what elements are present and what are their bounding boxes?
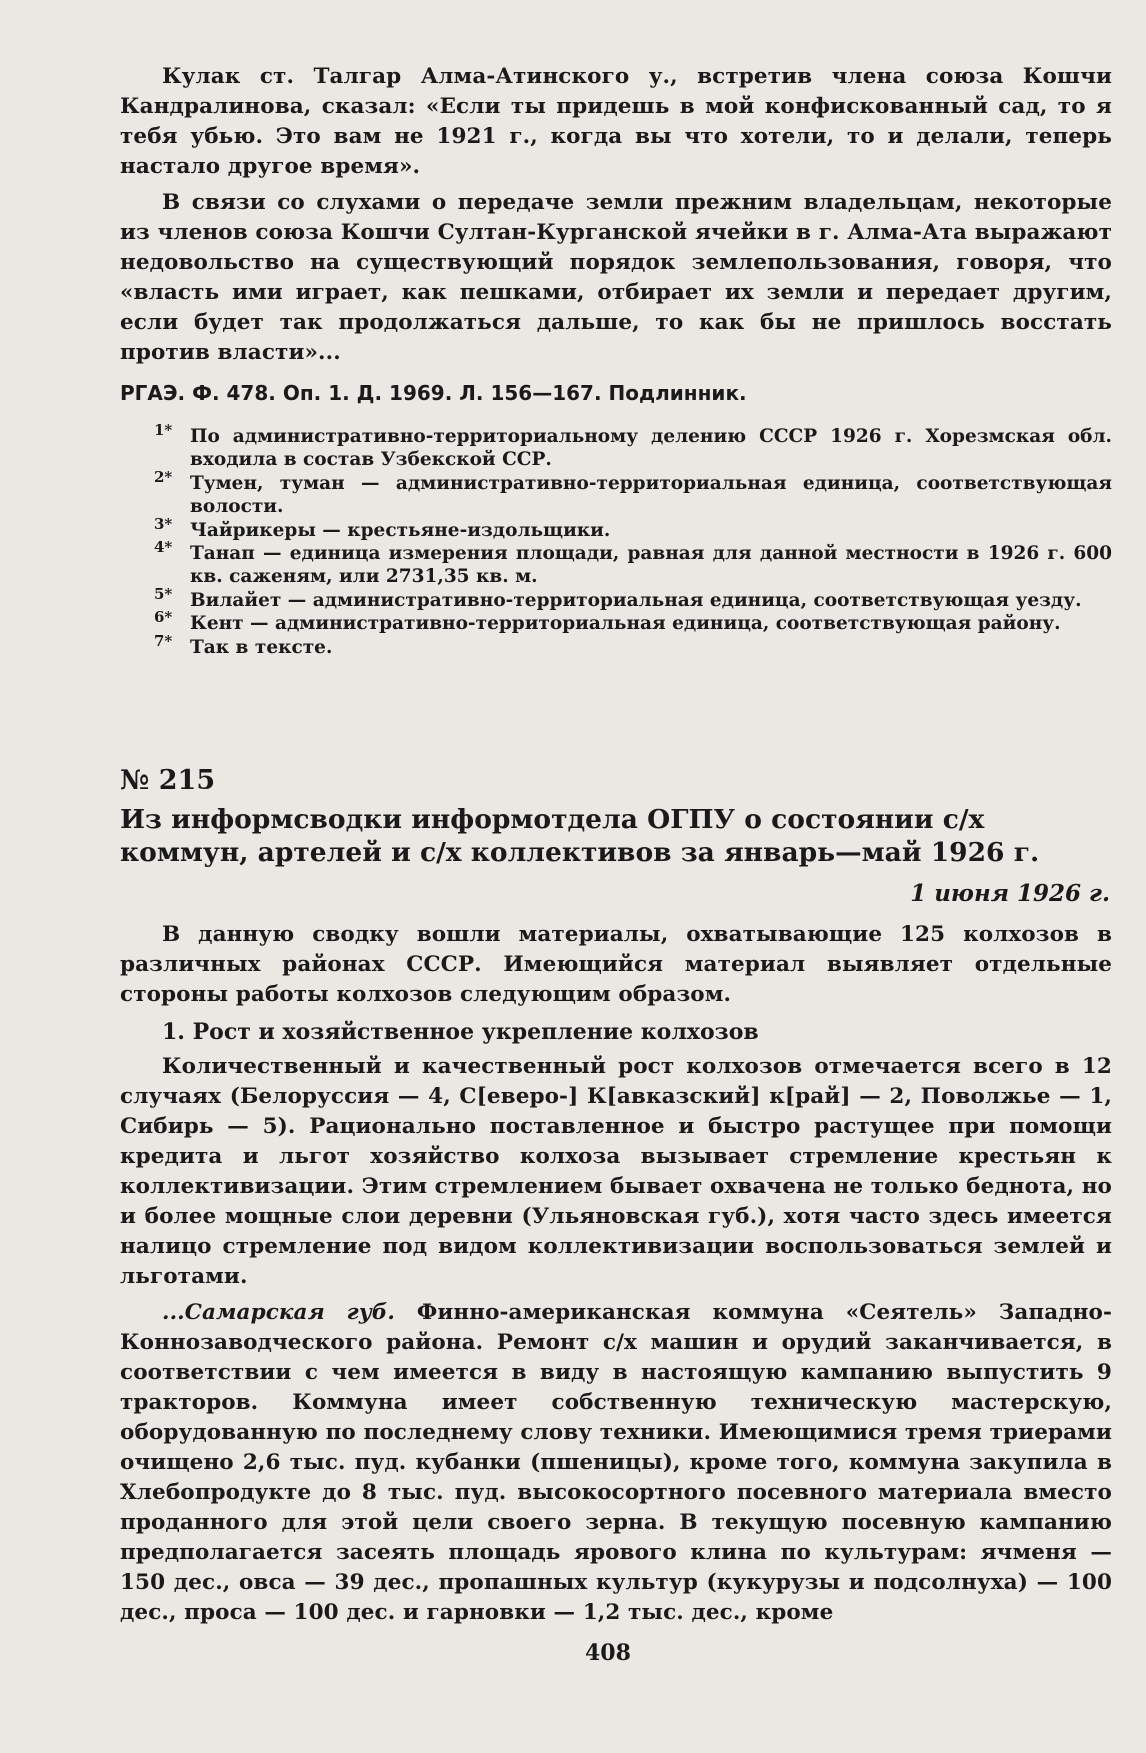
archive-source: РГАЭ. Ф. 478. Оп. 1. Д. 1969. Л. 156—167. Подлинник. — [120, 381, 747, 405]
footnote-mark: 2* — [154, 467, 173, 486]
footnote-text: Тумен, туман — административно-территориальная единица, соответствующая волости. — [190, 472, 1112, 518]
footnote-mark: 4* — [154, 538, 173, 557]
paragraph-kulak: Кулак ст. Талгар Алма-Атинского у., встретив члена союза Кошчи Кандралинова, сказал: «Если ты придешь в мой конфискованный сад, то я тебя убью. Это вам не 1921 г., когда вы что хотели, то и делали, теперь настало другое время». — [120, 64, 1112, 179]
paragraph-growth: Количественный и качественный рост колхозов отмечается всего в 12 случаях (Белоруссия — 4, С[еверо-] К[авказский] к[рай] — 2, Поволжье — 1, Сибирь — 5). Рационально поставленное и быстро растущее при помощи кредита и льгот хозяйство колхоза вызывает стремление крестьян к коллективизации. Этим стремлением бывает охвачена не только беднота, но и более мощные слои деревни (Ульяновская губ.), хотя часто здесь имеется налицо стремление под видом коллективизации воспользоваться землей и льготами. — [120, 1054, 1112, 1289]
footnote-4 — [154, 538, 1112, 589]
footnote-text: Вилайет — административно-территориальная единица, соответствующая уезду. — [190, 589, 1082, 611]
section-heading: 1. Рост и хозяйственное укрепление колхозов — [162, 1019, 759, 1045]
intro-block — [120, 920, 1112, 1010]
footnote-3 — [154, 514, 1112, 542]
top-text-block — [120, 62, 1112, 368]
footnote-mark: 1* — [154, 421, 173, 439]
footnote-text: По административно-территориальному делению СССР 1926 г. Хорезмская обл. входила в состав Узбекской ССР. — [190, 426, 1112, 471]
footnote-text: Чайрикеры — крестьяне-издольщики. — [190, 519, 611, 541]
paragraph-koshchi: В связи со слухами о передаче земли прежним владельцам, некоторые из членов союза Кошчи Султан-Курганской ячейки в г. Алма-Ата выражают недовольство на существующий порядок землепользования, говоря, что «власть ими играет, как пешками, отбирает их земли и передает другим, если будет так продолжаться дальше, то как бы не пришлось восстать против власти»... — [120, 190, 1112, 365]
paragraph-samara — [120, 1298, 1112, 1628]
footnote-text: Кент — административно-территориальная единица, соответствующая району. — [190, 613, 1061, 635]
footnote-2 — [154, 467, 1112, 519]
document-number: № 215 — [120, 765, 216, 796]
paragraph-intro: В данную сводку вошли материалы, охватывающие 125 колхозов в различных районах СССР. Имеющийся материал выявляет отдельные стороны работы колхозов следующим образом. — [120, 922, 1112, 1007]
samara-lead: ...Самарская губ. — [162, 1300, 396, 1325]
footnote-text: Так в тексте. — [190, 636, 333, 658]
page-number: 408 — [585, 1640, 631, 1666]
samara-text: Финно-американская коммуна «Сеятель» Западно-Коннозаводческого района. Ремонт с/х машин и орудий заканчивается, в соответствии с чем имеется в виду в настоящую кампанию выпустить 9 тракторов. Коммуна имеет собственную техническую мастерскую, оборудованную по последнему слову техники. Имеющимися тремя триерами очищено 2,6 тыс. пуд. кубанки (пшеницы), кроме того, коммуна закупила в Хлебопродукте до 8 тыс. пуд. высокосортного посевного материала вместо проданного для этой цели своего зерна. В текущую посевную кампанию предполагается засеять площадь ярового клина по культурам: ячменя — 150 дес., овса — 39 дес., пропашных культур (кукурузы и подсолнуха) — 100 дес., проса — 100 дес. и гарновки — 1,2 тыс. дес., кроме — [120, 1300, 1112, 1625]
footnote-mark: 3* — [154, 514, 173, 533]
main-text-block — [120, 1052, 1112, 1628]
footnote-5 — [154, 584, 1112, 612]
footnote-1 — [154, 421, 1112, 472]
document-title: Из информсводки информотдела ОГПУ о состоянии с/х коммун, артелей и с/х коллективов за январь—май 1926 г. — [120, 804, 1040, 868]
footnote-mark: 5* — [154, 584, 173, 603]
footnote-6 — [154, 608, 1112, 635]
footnotes — [154, 421, 1112, 659]
footnote-text: Танап — единица измерения площади, равная для данной местности в 1926 г. 600 кв. саженям, или 2731,35 кв. м. — [190, 543, 1112, 588]
footnote-mark: 6* — [154, 608, 173, 627]
document-date: 1 июня 1926 г. — [910, 880, 1110, 907]
footnote-mark: 7* — [154, 631, 173, 650]
footnote-7 — [154, 631, 1112, 659]
